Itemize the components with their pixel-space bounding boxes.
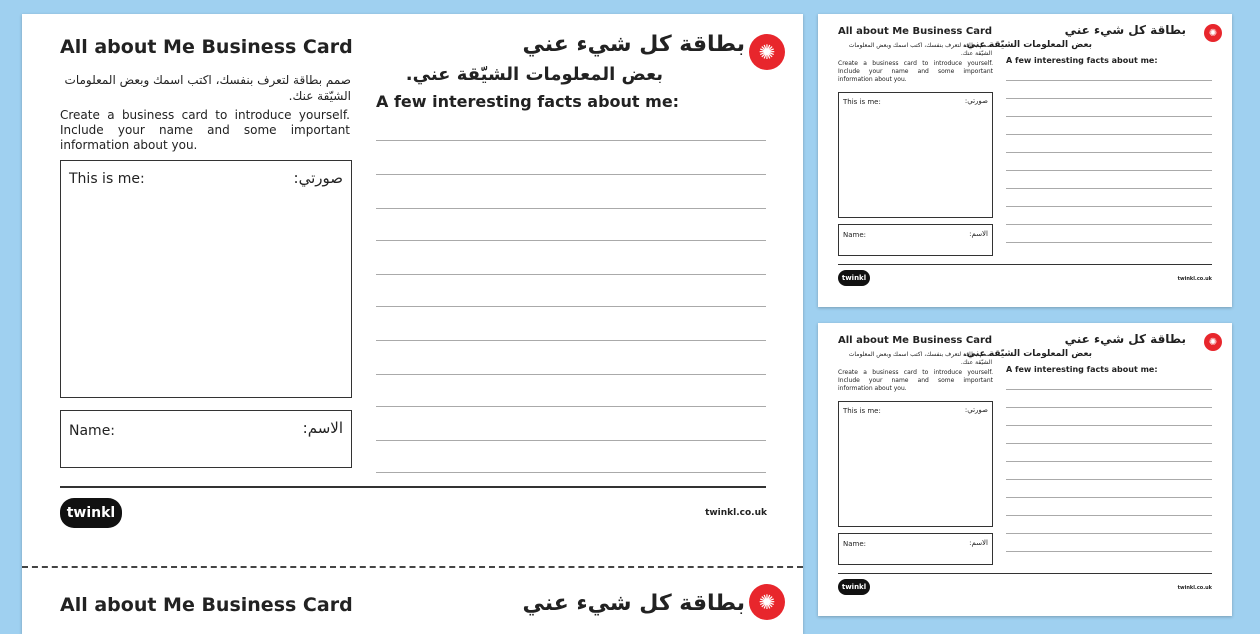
twinkl-logo-icon: twinkl [60, 498, 122, 528]
photo-label-ar: صورتي: [964, 97, 988, 105]
instruction-ar: صمم بطاقة لتعرف بنفسك، اكتب اسمك وبعض المعلومات الشيّقة عنك. [848, 42, 992, 57]
name-label-ar: الاسم: [302, 419, 343, 437]
photo-box[interactable] [838, 401, 993, 527]
fact-line[interactable] [1006, 533, 1212, 534]
site-url: twinkl.co.uk [1177, 585, 1212, 591]
fact-line[interactable] [1006, 152, 1212, 153]
thumbnail-page-1[interactable] [818, 14, 1232, 307]
fact-line[interactable] [376, 174, 766, 175]
photo-label-ar: صورتي: [964, 406, 988, 414]
title-en: All about Me Business Card [60, 594, 353, 616]
fact-line[interactable] [1006, 551, 1212, 552]
name-label-ar: الاسم: [969, 230, 988, 238]
title-ar: بطاقة كل شيء عني [522, 32, 745, 57]
fact-line[interactable] [1006, 425, 1212, 426]
facts-heading-ar: بعض المعلومات الشيّقة عني. [963, 40, 1092, 50]
fact-line[interactable] [1006, 497, 1212, 498]
twinkl-logo-icon: twinkl [838, 579, 870, 595]
main-page [22, 14, 803, 634]
fact-line[interactable] [1006, 98, 1212, 99]
title-ar: بطاقة كل شيء عني [522, 591, 745, 616]
fact-line[interactable] [1006, 224, 1212, 225]
fact-line[interactable] [376, 240, 766, 241]
instruction-en: Create a business card to introduce yourself. Include your name and some important information about you. [838, 369, 993, 392]
facts-heading-en: A few interesting facts about me: [376, 92, 680, 111]
photo-label-en: This is me: [843, 98, 881, 106]
photo-box[interactable] [838, 92, 993, 218]
fact-line[interactable] [376, 340, 766, 341]
photo-label-en: This is me: [843, 407, 881, 415]
cut-line [22, 566, 803, 568]
facts-heading-ar: بعض المعلومات الشيّقة عني. [963, 349, 1092, 359]
site-url: twinkl.co.uk [1177, 276, 1212, 282]
instruction-ar: صمم بطاقة لتعرف بنفسك، اكتب اسمك وبعض المعلومات الشيّقة عنك. [64, 73, 351, 103]
name-label-en: Name: [843, 540, 867, 548]
fact-line[interactable] [1006, 515, 1212, 516]
fact-line[interactable] [376, 406, 766, 407]
name-label-ar: الاسم: [969, 539, 988, 547]
footer-rule [60, 486, 766, 488]
fact-line[interactable] [1006, 134, 1212, 135]
fact-line[interactable] [376, 208, 766, 209]
fact-line[interactable] [376, 140, 766, 141]
facts-heading-en: A few interesting facts about me: [1006, 365, 1158, 374]
fact-line[interactable] [1006, 407, 1212, 408]
fact-line[interactable] [376, 472, 766, 473]
title-en: All about Me Business Card [838, 26, 993, 37]
fact-line[interactable] [1006, 206, 1212, 207]
name-box[interactable] [60, 410, 352, 468]
photo-label-en: This is me: [69, 171, 145, 187]
instruction-en: Create a business card to introduce yourself. Include your name and some important information about you. [60, 108, 350, 152]
twinkl-badge-icon: ✺ [749, 34, 785, 70]
footer-rule [838, 573, 1212, 574]
thumbnail-page-2[interactable] [818, 323, 1232, 616]
photo-box[interactable] [60, 160, 352, 398]
twinkl-badge-icon: ✺ [749, 584, 785, 620]
fact-line[interactable] [1006, 242, 1212, 243]
twinkl-logo-icon: twinkl [838, 270, 870, 286]
fact-line[interactable] [1006, 116, 1212, 117]
site-url: twinkl.co.uk [705, 508, 767, 518]
fact-line[interactable] [1006, 80, 1212, 81]
name-label-en: Name: [69, 423, 116, 439]
fact-line[interactable] [1006, 188, 1212, 189]
fact-line[interactable] [376, 374, 766, 375]
fact-line[interactable] [376, 274, 766, 275]
twinkl-badge-icon: ✺ [1204, 24, 1222, 42]
title-ar: بطاقة كل شيء عني [1064, 332, 1186, 346]
photo-label-ar: صورتي: [293, 169, 343, 187]
fact-line[interactable] [1006, 389, 1212, 390]
instruction-ar: صمم بطاقة لتعرف بنفسك، اكتب اسمك وبعض المعلومات الشيّقة عنك. [848, 351, 992, 366]
facts-heading-ar: بعض المعلومات الشيّقة عني. [405, 64, 663, 85]
fact-line[interactable] [1006, 479, 1212, 480]
fact-line[interactable] [1006, 170, 1212, 171]
title-en: All about Me Business Card [60, 36, 353, 58]
footer-rule [838, 264, 1212, 265]
facts-heading-en: A few interesting facts about me: [1006, 56, 1158, 65]
fact-line[interactable] [1006, 443, 1212, 444]
fact-line[interactable] [376, 440, 766, 441]
twinkl-badge-icon: ✺ [1204, 333, 1222, 351]
name-box[interactable] [838, 224, 993, 256]
title-ar: بطاقة كل شيء عني [1064, 23, 1186, 37]
name-box[interactable] [838, 533, 993, 565]
fact-line[interactable] [1006, 461, 1212, 462]
fact-line[interactable] [376, 306, 766, 307]
instruction-en: Create a business card to introduce yourself. Include your name and some important information about you. [838, 60, 993, 83]
name-label-en: Name: [843, 231, 867, 239]
title-en: All about Me Business Card [838, 335, 993, 346]
